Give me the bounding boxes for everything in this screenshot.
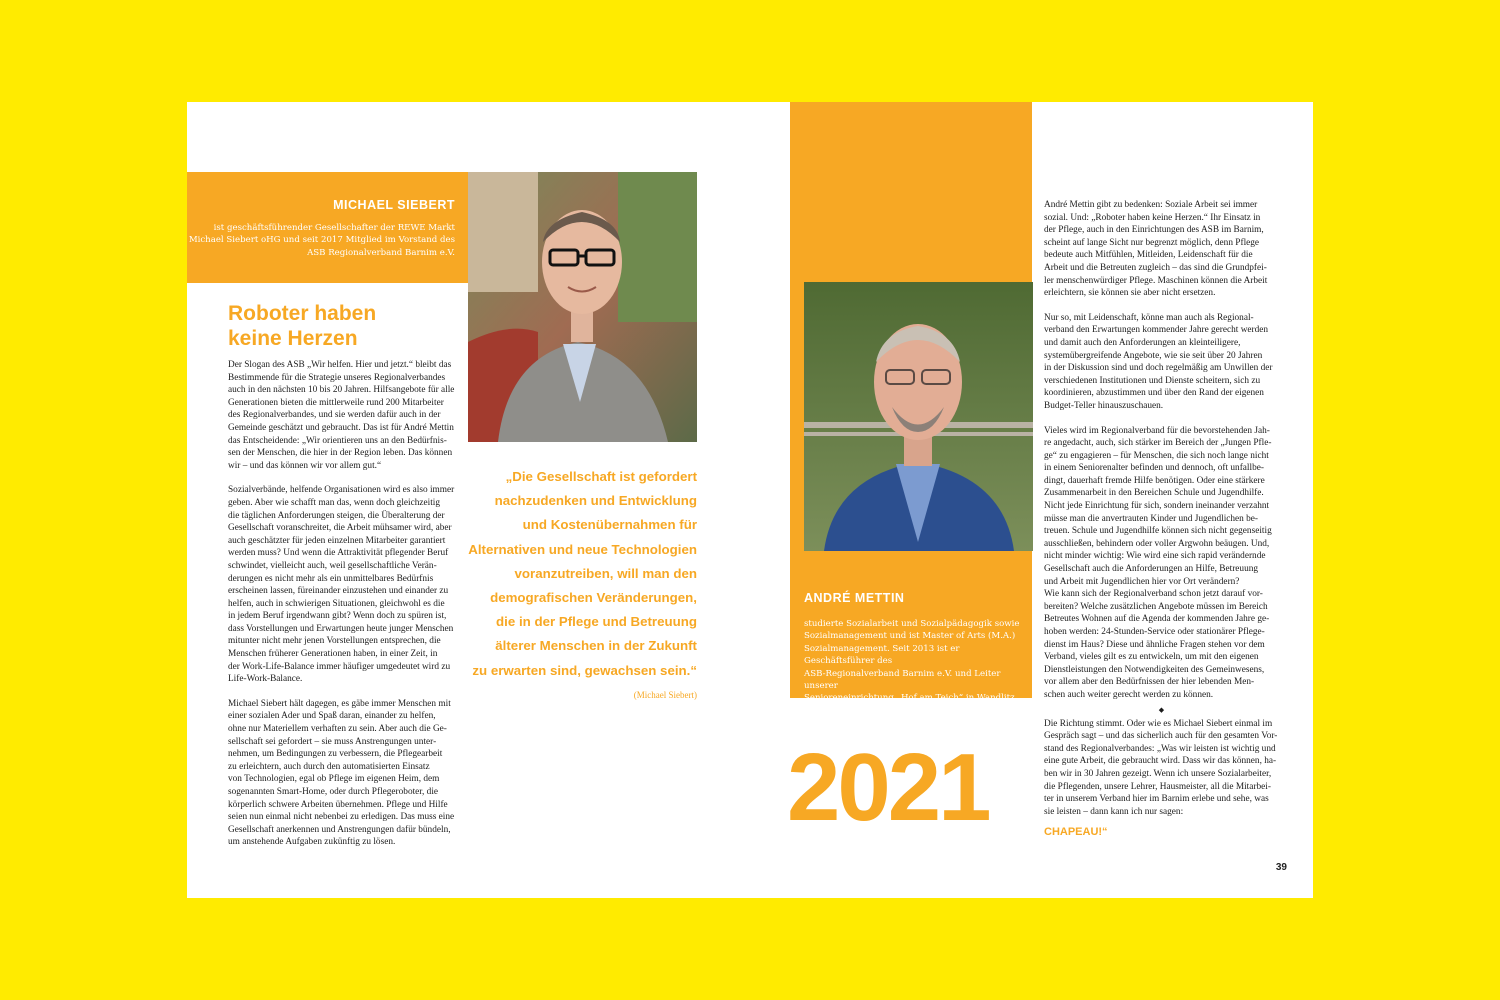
bio-line: studierte Sozialarbeit und Sozialpädagogik sowie xyxy=(804,619,1020,629)
quote-line: demografischen Veränderungen, xyxy=(490,590,697,606)
text-line: des Regionalverbandes, und sie werden dafür auch in der xyxy=(228,410,441,421)
year-display: 2021 xyxy=(787,734,989,841)
text-line: erleichtern, sie können sie aber nicht ersetzen. xyxy=(1044,288,1216,299)
paragraph xyxy=(1044,425,1279,702)
quote-line: Alternativen und neue Technologien xyxy=(468,541,697,557)
text-line: müsse man die anvertrauten Kinder und Jugendlichen be- xyxy=(1044,513,1259,524)
article-headline xyxy=(228,301,448,351)
magazine-spread xyxy=(187,102,1313,898)
text-line: der Work-Life-Balance immer häufiger umgedeutet wird zu xyxy=(228,661,451,672)
text-line: zu erleichtern, auch durch den automatisierten Einsatz xyxy=(228,761,430,772)
text-line: in einem Seniorenalter befinden und dennoch, oft unfallbe- xyxy=(1044,463,1264,474)
text-line: verband den Erwartungen kommender Jahre gerecht werden xyxy=(1044,325,1269,336)
quote-line: zu erwarten sind, gewachsen sein.“ xyxy=(472,662,697,678)
text-line: ler menschenwürdiger Pflege. Maschinen können die Arbeit xyxy=(1044,275,1268,286)
paragraph xyxy=(1044,312,1279,413)
text-line: hoben werden: 24-Stunden-Service oder stationärer Pflege- xyxy=(1044,627,1265,637)
headline-line: Roboter haben xyxy=(228,302,377,325)
text-line: sen der Menschen, die hier in der Region leben. Das können xyxy=(228,448,453,459)
paragraph xyxy=(1044,199,1279,300)
text-line: werden muss? Und wenn die Attraktivität pflegender Beruf xyxy=(228,548,449,559)
text-line: ter in unserem Verband hier im Barnim erlebe und sehe, was xyxy=(1044,794,1269,805)
text-line: André Mettin gibt zu bedenken: Soziale Arbeit sei immer xyxy=(1044,200,1258,210)
text-line: Zusammenarbeit in den Bereichen Schule und Jugendhilfe. xyxy=(1044,488,1264,499)
text-line: Budget-Teller hinauszuschauen. xyxy=(1044,400,1164,411)
paragraph xyxy=(1044,718,1279,819)
paragraph xyxy=(228,359,468,472)
text-line: Betreutes Wohnen auf die Agenda der kommenden Jahre ge- xyxy=(1044,614,1270,625)
text-line: treuen. Schule und Jugendhilfe können sich nicht gegenseitig xyxy=(1044,526,1272,537)
text-line: verschiedenen Institutionen und Dienste scheitern, sich zu xyxy=(1044,375,1261,386)
text-line: in jedem Beruf irgendwann gibt? Wenn doch zu spüren ist, xyxy=(228,611,447,622)
text-line: Bestimmende für die Strategie unseres Regionalverbandes xyxy=(228,372,446,383)
text-line: um anstehende Aufgaben zukünftig zu lösen. xyxy=(228,837,396,848)
siebert-name: MICHAEL SIEBERT xyxy=(333,198,455,212)
text-line: Vieles wird im Regionalverband für die bevorstehenden Jah- xyxy=(1044,425,1270,436)
text-line: von Technologien, egal ob Pflege im eigenen Heim, dem xyxy=(228,774,440,785)
text-line: sie leisten – dann kann ich nur sagen: xyxy=(1044,806,1184,817)
text-line: auch geschätzter für jeden einzelnen Mitarbeiter garantiert xyxy=(228,535,446,546)
text-line: Dienstleistungen den Notwendigkeiten des Gemeinwesens, xyxy=(1044,664,1265,675)
bio-line: ist geschäftsführender Gesellschafter der REWE Markt xyxy=(213,223,455,233)
text-line: die Pflegenden, unsere Lehrer, Hausmeister, all die Mitarbei- xyxy=(1044,781,1271,792)
text-line: Arbeit und die Betreuten zugleich – das sind die Grundpfei- xyxy=(1044,262,1267,273)
text-line: bedeute auch Mitfühlen, Mitleiden, Leidenschaft für die xyxy=(1044,250,1253,261)
bio-line: OT Basdorf. xyxy=(804,705,856,716)
text-line: der Pflege, auch in den Einrichtungen des ASB im Barnim, xyxy=(1044,225,1264,236)
page-number: 39 xyxy=(1275,862,1287,873)
text-line: sogenannten Smart-Home, oder durch Pflegeroboter, die xyxy=(228,787,439,797)
bio-line: Michael Siebert oHG und seit 2017 Mitglied im Vorstand des xyxy=(188,235,455,246)
text-line: schen auch weiter gerecht werden zu können. xyxy=(1044,689,1214,700)
mettin-bio xyxy=(804,618,1028,717)
headline-line: keine Herzen xyxy=(228,327,358,350)
text-line: Verband, vieles gilt es zu entwickeln, um mit den eigenen xyxy=(1044,652,1259,663)
pull-quote xyxy=(458,465,697,683)
portrait-photo-icon xyxy=(468,172,697,442)
text-line: dingt, dauerhaft fremde Hilfe benötigen. Oder eine stärkere xyxy=(1044,475,1265,486)
text-line: re angedacht, auch, sich stärker im Bereich der „Jungen Pfle- xyxy=(1044,438,1272,449)
right-body-column xyxy=(1044,199,1279,839)
text-line: scheint auf lange Sicht nur begrenzt möglich, denn Pflege xyxy=(1044,237,1260,248)
text-line: und damit auch den Anforderungen an kleinteiligere, xyxy=(1044,337,1241,348)
text-line: derungen es nicht mehr als ein unmittelbares Bedürfnis xyxy=(228,573,434,584)
text-line: koordinieren, abzustimmen und über den Rand der eigenen xyxy=(1044,388,1264,399)
text-line: ohne nur Materiellem verhaften zu sein. Aber auch die Ge- xyxy=(228,724,447,735)
text-line: eine gute Arbeit, die gebraucht wird. Dass wir das können, ha- xyxy=(1044,756,1277,767)
text-line: dass Vorstellungen und Erwartungen heute junger Menschen xyxy=(228,623,454,634)
left-body-column xyxy=(228,359,468,861)
text-line: seien nun einmal nicht nebenbei zu erledigen. Das muss eine xyxy=(228,812,455,823)
text-line: Gesellschaft voranschreitet, die Arbeit mühsamer wird, aber xyxy=(228,523,452,534)
siebert-bio xyxy=(187,222,455,259)
text-line: Der Slogan des ASB „Wir helfen. Hier und jetzt.“ bleibt das xyxy=(228,360,452,370)
paragraph xyxy=(228,698,468,849)
quote-line: nachzudenken und Entwicklung xyxy=(494,493,697,509)
text-line: helfen, auch in schwierigen Situationen, gleichwohl es die xyxy=(228,598,445,609)
text-line: ge“ zu engagieren – für Menschen, die sich noch lange nicht xyxy=(1044,450,1269,461)
text-line: einer sozialen Ader und Spaß daran, einander zu helfen, xyxy=(228,711,436,722)
mettin-portrait-photo xyxy=(804,282,1033,551)
text-line: schwindet, vielleicht auch, weil gesellschaftliche Verän- xyxy=(228,560,437,571)
text-line: mitunter nicht mehr jenen Vorstellungen entsprechen, die xyxy=(228,636,441,647)
text-line: Life-Work-Balance. xyxy=(228,674,303,685)
text-line: Gesellschaft auch die Anforderungen an Hilfe, Betreuung xyxy=(1044,564,1259,575)
text-line: Nicht jede Einrichtung für sich, sondern ineinander verzahnt xyxy=(1044,501,1270,512)
text-line: Gesellschaft anerkennen und Anstrengungen dafür bündeln, xyxy=(228,824,451,835)
text-line: nicht minder wichtig: Wie wird eine sich rapid verändernde xyxy=(1044,551,1266,562)
text-line: stand des Regionalverbandes: „Was wir leisten ist wichtig und xyxy=(1044,743,1276,754)
quote-line: älterer Menschen in der Zukunft xyxy=(495,638,697,654)
text-line: und Arbeit mit Jugendlichen hier vor Ort verändern? xyxy=(1044,576,1240,587)
text-line: auch in den nächsten 10 bis 20 Jahren. Hilfsangebote für alle xyxy=(228,385,455,396)
closing-line: CHAPEAU!“ xyxy=(1044,826,1108,839)
bio-line: Sozialmanagement. Seit 2013 ist er Geschäftsführer des xyxy=(804,643,960,667)
text-line: Michael Siebert hält dagegen, es gäbe immer Menschen mit xyxy=(228,698,451,709)
quote-line: die in der Pflege und Betreuung xyxy=(496,614,697,630)
bio-line: ASB Regionalverband Barnim e.V. xyxy=(307,247,455,258)
text-line: Generationen bieten die mittlerweile rund 200 Mitarbeiter xyxy=(228,397,444,408)
text-line: sozial. Und: „Roboter haben keine Herzen.“ Ihr Einsatz in xyxy=(1044,212,1261,223)
text-line: geben. Aber wie schafft man das, wenn doch gleichzeitig xyxy=(228,497,441,508)
text-line: körperlich schwere Arbeiten übernehmen. Pflege und Hilfe xyxy=(228,799,448,810)
quote-line: und Kostenübernahmen für xyxy=(522,517,697,533)
text-line: sellschaft sei gefordert – sie muss Anstrengungen unter- xyxy=(228,736,437,747)
portrait-photo-icon xyxy=(804,282,1033,551)
text-line: Sozialverbände, helfende Organisationen wird es also immer xyxy=(228,485,455,496)
text-line: systemübergreifende Angebote, wie sie seit über 20 Jahren xyxy=(1044,350,1263,361)
text-line: Wie kann sich der Regionalverband schon jetzt darauf vor- xyxy=(1044,589,1263,600)
siebert-portrait-photo xyxy=(468,172,697,442)
paragraph-separator: ◆ xyxy=(1158,705,1165,714)
text-line: die täglichen Anforderungen steigen, die Überalterung der xyxy=(228,510,445,521)
text-line: Die Richtung stimmt. Oder wie es Michael Siebert einmal im xyxy=(1044,718,1273,729)
text-line: Nur so, mit Leidenschaft, könne man auch als Regional- xyxy=(1044,312,1254,323)
text-line: bereiten? Welche zusätzlichen Angebote müssen im Bereich xyxy=(1044,601,1268,612)
quote-line: „Die Gesellschaft ist gefordert xyxy=(505,469,697,484)
text-line: vor allem aber den Bedürfnissen der hier lebenden Men- xyxy=(1044,677,1255,688)
bio-line: Sozialmanagement und ist Master of Arts (M.A.) xyxy=(804,631,1016,642)
text-line: Gespräch sagt – und das sicherlich auch für den gesamten Vor- xyxy=(1044,731,1278,742)
paragraph xyxy=(228,484,468,686)
text-line: dienst im Haus? Diese und ähnliche Fragen stehen vor dem xyxy=(1044,639,1265,650)
text-line: ben wir in 30 Jahren gezeigt. Wenn ich unsere Sozialarbeiter, xyxy=(1044,768,1272,779)
text-line: in der Diskussion sind und doch regelmäßig am Unwillen der xyxy=(1044,363,1273,374)
bio-line: ASB-Regionalverband Barnim e.V. und Leiter unserer xyxy=(804,668,1001,692)
text-line: ausschließen, behindern oder voller Argwohn beäugen. Und, xyxy=(1044,538,1270,549)
text-line: Gemeinde geschätzt und gebraucht. Das ist für André Mettin xyxy=(228,422,454,433)
text-line: das Entscheidende: „Wir orientieren uns an den Bedürfnis- xyxy=(228,435,447,446)
quote-source: (Michael Siebert) xyxy=(633,690,697,700)
text-line: nehmen, um Bedingungen zu verbessern, die Pflegearbeit xyxy=(228,749,443,760)
text-line: wir – und das können wir vor allem gut.“ xyxy=(228,460,382,471)
text-line: Menschen früherer Generationen haben, in einer Zeit, in xyxy=(228,649,438,660)
text-line: erscheinen lassen, füreinander einzustehen und einander zu xyxy=(228,586,449,597)
quote-line: voranzutreiben, will man den xyxy=(514,565,697,581)
bio-line: Senioreneinrichtung „Hof am Teich“ in Wandlitz, xyxy=(804,693,1018,704)
mettin-name: ANDRÉ METTIN xyxy=(804,591,905,605)
